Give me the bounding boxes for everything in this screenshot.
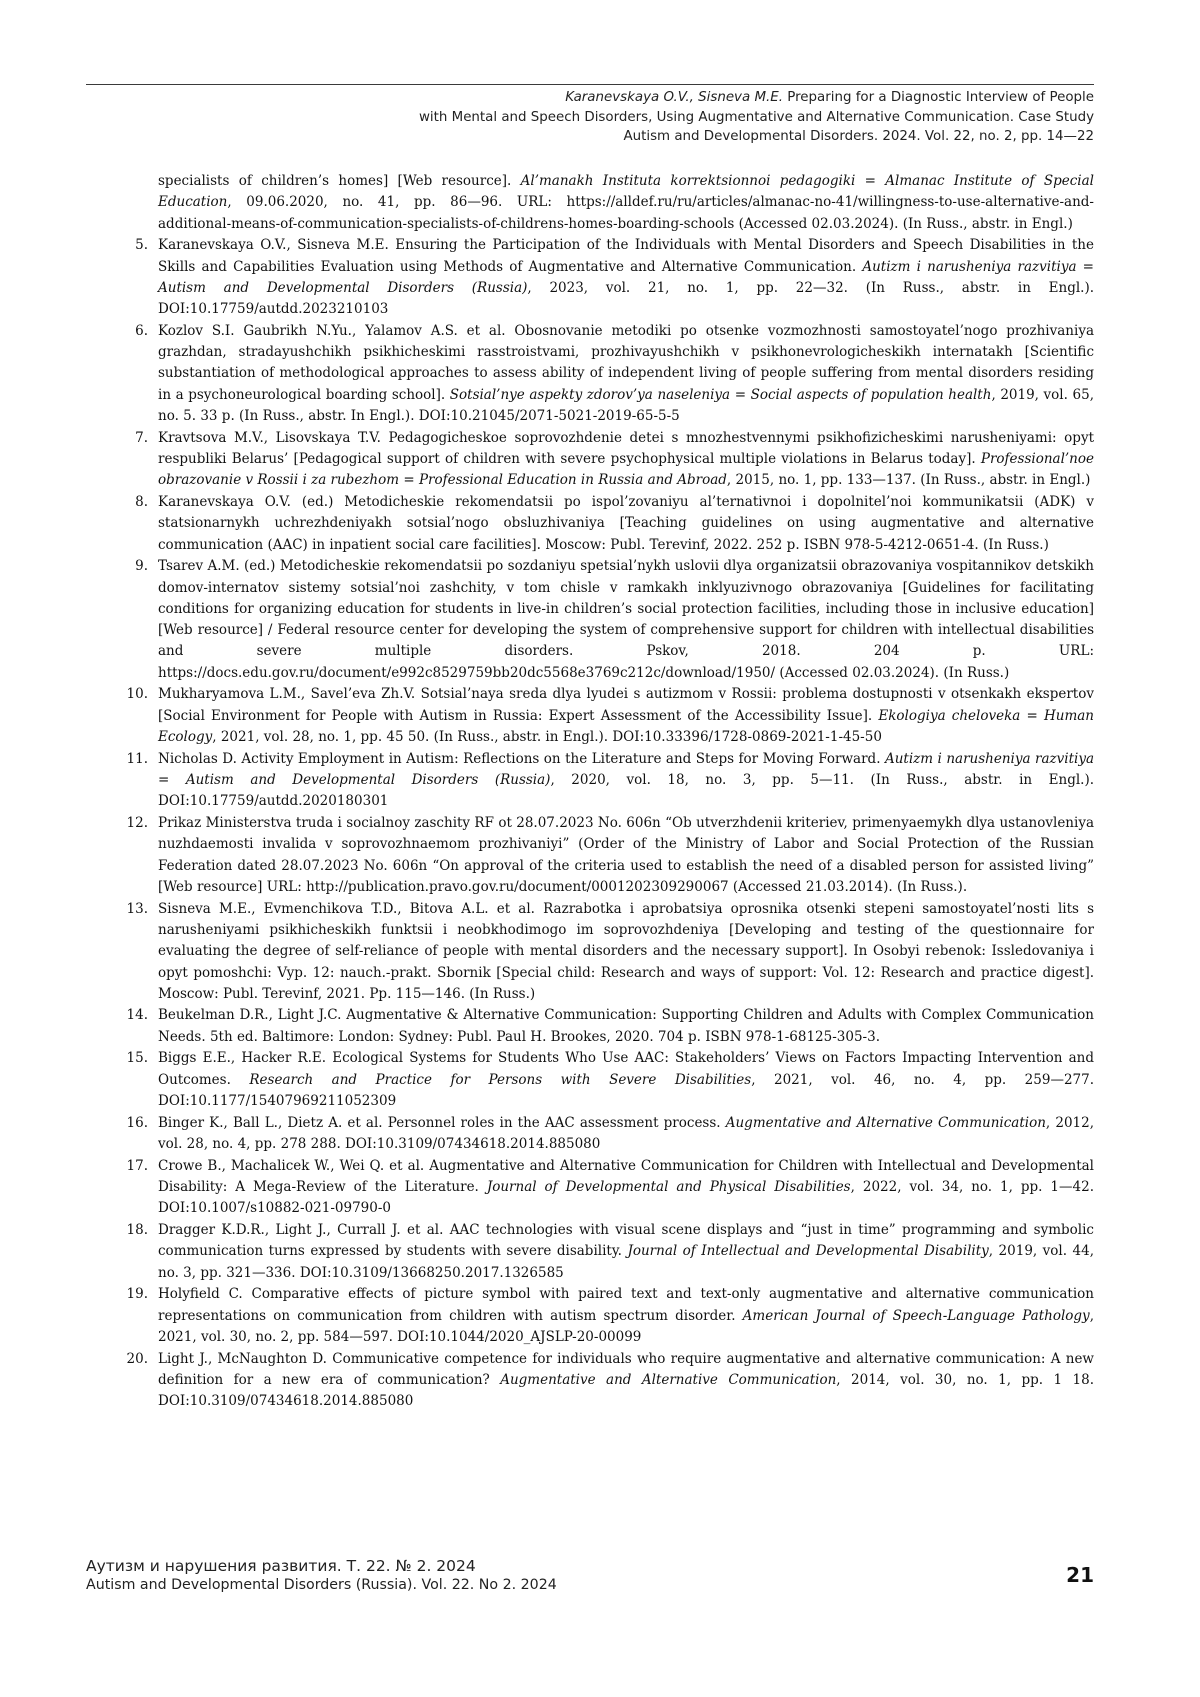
reference-text: Crowe B., Machalicek W., Wei Q. et al. Augmentative and Alternative Communication for Children with Intellectual and Developmental Disability: A Mega-Review of the Literature. bbox=[158, 1157, 1094, 1196]
reference-item bbox=[118, 492, 1094, 556]
reference-text: Light J., McNaughton D. Communicative competence for individuals who require augmentative and alternative communication: A new definition for a new era of communication? bbox=[158, 1350, 1094, 1388]
reference-item bbox=[118, 1005, 1094, 1048]
reference-details: , 2023, vol. 21, no. 1, pp. 22—32. (In Russ., abstr. in Engl.). DOI:10.17759/autdd.2023210103 bbox=[158, 279, 1094, 318]
reference-text: Beukelman D.R., Light J.C. Augmentative & Alternative Communication: Supporting Children and Adults with Complex Communication Needs. 5th ed. Baltimore: London: Sydney: Publ. Paul H. Brookes, 2020. 704 p. ISBN 978-1-68125-305-3. bbox=[158, 1007, 1094, 1045]
reference-number: 7 . bbox=[118, 428, 148, 449]
reference-number: 20 . bbox=[118, 1349, 148, 1370]
reference-text: Nicholas D. Activity Employment in Autism: Reflections on the Literature and Steps for Moving Forward. bbox=[158, 750, 885, 767]
reference-source-title: Professional’noe obrazovanie v Rossii i za rubezhom = Professional Education in Russia and Abroad bbox=[158, 451, 1094, 489]
header-rule bbox=[86, 84, 1094, 85]
reference-item bbox=[118, 171, 1094, 235]
reference-text: Binger K., Ball L., Dietz A. et al. Personnel roles in the AAC assessment process. bbox=[158, 1114, 726, 1131]
reference-text: Holyfield C. Comparative effects of picture symbol with paired text and text-only augmentative and alternative communication representations on communication from children with autism spectrum disorder. bbox=[158, 1286, 1094, 1324]
header-authors: Karanevskaya O.V., Sisneva M.E. bbox=[565, 90, 783, 105]
reference-source-title: Autizm i narusheniya razvitiya = Autism and Developmental Disorders (Russia) bbox=[158, 258, 1094, 296]
reference-number: 10 . bbox=[118, 684, 148, 705]
reference-source-title: Journal of Intellectual and Developmental Disability bbox=[627, 1243, 989, 1260]
reference-text: specialists of children’s homes] [Web resource]. bbox=[158, 173, 521, 189]
reference-details: , 2019, vol. 44, no. 3, pp. 321—336. DOI:10.3109/13668250.2017.1326585 bbox=[158, 1243, 1094, 1281]
reference-text: Karanevskaya O.V. (ed.) Metodicheskie rekomendatsii po ispol’zovaniyu al’ternativnoi i dopolnitel’noi kommunikatsii (ADK) v statsionarnykh uchrezhdeniyakh sotsial’nogo obsluzhivaniya [Teaching guidelines on using augmentative and alternative communication (AAC) in inpatient social care facilities]. Moscow: Publ. Terevinf, 2022. 252 p. ISBN 978-5-4212-0651-4. (In Russ.) bbox=[158, 494, 1094, 553]
reference-source-title: Sotsial’nye aspekty zdorov’ya naseleniya = Social aspects of population health bbox=[449, 386, 992, 403]
reference-text: Biggs E.E., Hacker R.E. Ecological Systems for Students Who Use AAC: Stakeholders’ Views on Factors Impacting Intervention and Outcomes. bbox=[158, 1050, 1094, 1088]
reference-source-title: Augmentative and Alternative Communication bbox=[500, 1371, 837, 1388]
reference-item bbox=[118, 749, 1094, 813]
reference-number: 13 . bbox=[118, 899, 148, 920]
reference-source-title: Augmentative and Alternative Communication bbox=[725, 1114, 1046, 1131]
reference-number: 16 . bbox=[118, 1113, 148, 1134]
reference-details: , 2020, vol. 18, no. 3, pp. 5—11. (In Russ., abstr. in Engl.). DOI:10.17759/autdd.2020180301 bbox=[158, 772, 1094, 810]
reference-item bbox=[118, 899, 1094, 1005]
reference-text: Dragger K.D.R., Light J., Currall J. et al. AAC technologies with visual scene displays and “just in time” programming and symbolic communication turns expressed by students with severe disability. bbox=[158, 1222, 1094, 1260]
reference-text: Karanevskaya O.V., Sisneva M.E. Ensuring the Participation of the Individuals with Mental Disorders and Speech Disabilities in the Skills and Capabilities Evaluation using Methods of Augmentative and Alternative Communication. bbox=[158, 237, 1094, 275]
reference-number: 15 . bbox=[118, 1048, 148, 1069]
reference-number: 11 . bbox=[118, 749, 148, 770]
reference-item bbox=[118, 321, 1094, 427]
reference-number: 6 . bbox=[118, 321, 148, 342]
reference-item bbox=[118, 1113, 1094, 1156]
reference-list bbox=[118, 171, 1094, 1413]
reference-number: 9 . bbox=[118, 556, 148, 577]
reference-source-title: Ekologiya cheloveka = Human Ecology bbox=[158, 707, 1094, 746]
reference-details: , 2022, vol. 34, no. 1, pp. 1—42. DOI:10.1007/s10882-021-09790-0 bbox=[158, 1179, 1094, 1217]
reference-item bbox=[118, 1284, 1094, 1348]
reference-details: , 2012, vol. 28, no. 4, pp. 278 288. DOI:10.3109/07434618.2014.885080 bbox=[158, 1114, 1095, 1153]
reference-source-title: American Journal of Speech-Language Pathology bbox=[742, 1307, 1090, 1324]
reference-source-title: Al’manakh Instituta korrektsionnoi pedagogiki = Almanac Institute of Special Education bbox=[158, 173, 1094, 211]
reference-text: Tsarev A.M. (ed.) Metodicheskie rekomendatsii po sozdaniyu spetsial’nykh uslovii dlya organizatsii obrazovaniya vospitannikov detskikh domov-internatov sistemy sotsial’noi zashchity, v tom chisle v ramkakh inklyuzivnogo obrazovaniya [Guidelines for facilitating conditions for organizing education for students in live-in children’s social protection facilities, including those in inclusive education] [Web resource] / Federal resource center for developing the system of comprehensive support for children with intellectual disabilities and severe multiple disorders. Pskov, 2018. 204 p. URL: https://docs.edu.gov.ru/document/e992c8529759bb20dc5568e3769c212c/download/1950/ (Accessed 02.03.2024). (In Russ.) bbox=[158, 558, 1094, 681]
header-line-2: with Mental and Speech Disorders, Using Augmentative and Alternative Communication. Case Study bbox=[418, 109, 1094, 125]
reference-text: Kozlov S.I. Gaubrikh N.Yu., Yalamov A.S. et al. Obosnovanie metodiki po otsenke vozmozhnosti samostoyatel’nogo prozhivaniya grazhdan, stradayushchikh psikhicheskimi rasstroistvami, prozhivayushchikh v psikhonevrologicheskikh internatakh [Scientific substantiation of methodological approaches to assess ability of independent living of people suffering from mental disorders residing in a psychoneurological boarding school]. bbox=[158, 322, 1094, 403]
reference-item bbox=[118, 813, 1094, 898]
reference-source-title: Autizm i narusheniya razvitiya = Autism and Developmental Disorders (Russia) bbox=[158, 750, 1094, 789]
reference-details: , 2015, no. 1, pp. 133—137. (In Russ., abstr. in Engl.) bbox=[726, 472, 1091, 489]
reference-text: Mukharyamova L.M., Savel’eva Zh.V. Sotsial’naya sreda dlya lyudei s autizmom v Rossii: problema dostupnosti v otsenkakh ekspertov [Social Environment for People with Autism in Russia: Expert Assessment of the Accessibility Issue]. bbox=[158, 686, 1094, 724]
reference-item bbox=[118, 1156, 1094, 1220]
reference-text: Prikaz Ministerstva truda i socialnoy zaschity RF ot 28.07.2023 No. 606n “Ob utverzhdenii kriteriev, primenyaemykh dlya ustanovleniya nuzhdaemosti invalida v soprovozhnaemom prozhivaniyi” (Order of the Ministry of Labor and Social Protection of the Russian Federation dated 28.07.2023 No. 606n “On approval of the criteria used to establish the need of a disabled person for assisted living” [Web resource] URL: http://publication.pravo.gov.ru/document/0001202309290067 (Accessed 21.03.2014). (In Russ.). bbox=[158, 815, 1094, 895]
reference-item bbox=[118, 428, 1094, 492]
reference-number: 8 . bbox=[118, 492, 148, 513]
footer bbox=[86, 1556, 557, 1595]
reference-details: , 2014, vol. 30, no. 1, pp. 1 18. DOI:10.3109/07434618.2014.885080 bbox=[158, 1371, 1094, 1410]
reference-item bbox=[118, 235, 1094, 320]
header-line-3: Autism and Developmental Disorders. 2024. Vol. 22, no. 2, pp. 14—22 bbox=[623, 129, 1094, 144]
reference-number: 14 . bbox=[118, 1005, 148, 1026]
reference-details: , 2019, vol. 65, no. 5. 33 p. (In Russ., abstr. In Engl.). DOI:10.21045/2071-5021-2019-65-5-5 bbox=[158, 386, 1094, 425]
reference-item bbox=[118, 1220, 1094, 1284]
reference-details: , 2021, vol. 28, no. 1, pp. 45 50. (In Russ., abstr. in Engl.). DOI:10.33396/1728-0869-2021-1-45-50 bbox=[212, 729, 882, 746]
reference-number: 18 . bbox=[118, 1220, 148, 1241]
footer-journal-ru: Аутизм и нарушения развития. Т. 22. № 2. 2024 bbox=[86, 1557, 476, 1575]
reference-details: , 09.06.2020, no. 41, pp. 86—96. URL: https://alldef.ru/ru/articles/almanac-no-41/willingness-to-use-alternative-and-additional-means-of-communication-specialists-of-childrens-homes-boarding-schools (Accessed 02.03.2024). (In Russ., abstr. in Engl.) bbox=[158, 194, 1094, 232]
reference-item bbox=[118, 684, 1094, 748]
header-line-1 bbox=[94, 88, 1094, 108]
reference-number: 17 . bbox=[118, 1156, 148, 1177]
reference-text: Sisneva M.E., Evmenchikova T.D., Bitova A.L. et al. Razrabotka i aprobatsiya oprosnika otsenki stepeni samostoyatel’nosti lits s narusheniyami psikhicheskikh funktsii i neobkhodimogo im soprovozhdeniya [Developing and testing of the questionnaire for evaluating the degree of self-reliance of people with mental disorders and the necessary support]. In Osobyi rebenok: Issledovaniya i opyt pomoshchi: Vyp. 12: nauch.-prakt. Sbornik [Special child: Research and ways of support: Vol. 12: Research and practice digest]. Moscow: Publ. Terevinf, 2021. Pp. 115—146. (In Russ.) bbox=[158, 900, 1094, 1002]
reference-source-title: Journal of Developmental and Physical Disabilities bbox=[486, 1179, 851, 1196]
footer-journal-en: Autism and Developmental Disorders (Russia). Vol. 22. No 2. 2024 bbox=[86, 1577, 557, 1593]
running-header bbox=[94, 88, 1094, 147]
reference-number: 5 . bbox=[118, 235, 148, 256]
reference-details: , 2021, vol. 30, no. 2, pp. 584—597. DOI:10.1044/2020_AJSLP-20-00099 bbox=[158, 1307, 1094, 1345]
reference-number: 12 . bbox=[118, 813, 148, 834]
header-title: Preparing for a Diagnostic Interview of People bbox=[787, 90, 1094, 105]
reference-item bbox=[118, 1349, 1094, 1413]
reference-source-title: Research and Practice for Persons with Severe Disabilities bbox=[249, 1071, 752, 1088]
page-number: 21 bbox=[1066, 1563, 1094, 1587]
reference-item bbox=[118, 556, 1094, 684]
reference-item bbox=[118, 1048, 1094, 1112]
reference-text: Kravtsova M.V., Lisovskaya T.V. Pedagogicheskoe soprovozhdenie detei s mnozhestvennymi psikhofizicheskimi narusheniyami: opyt respubliki Belarus’ [Pedagogical support of children with severe psychophysical multiple violations in Belarus today]. bbox=[158, 429, 1094, 468]
reference-details: , 2021, vol. 46, no. 4, pp. 259—277. DOI:10.1177/15407969211052309 bbox=[158, 1071, 1094, 1110]
reference-number: 19 . bbox=[118, 1284, 148, 1305]
